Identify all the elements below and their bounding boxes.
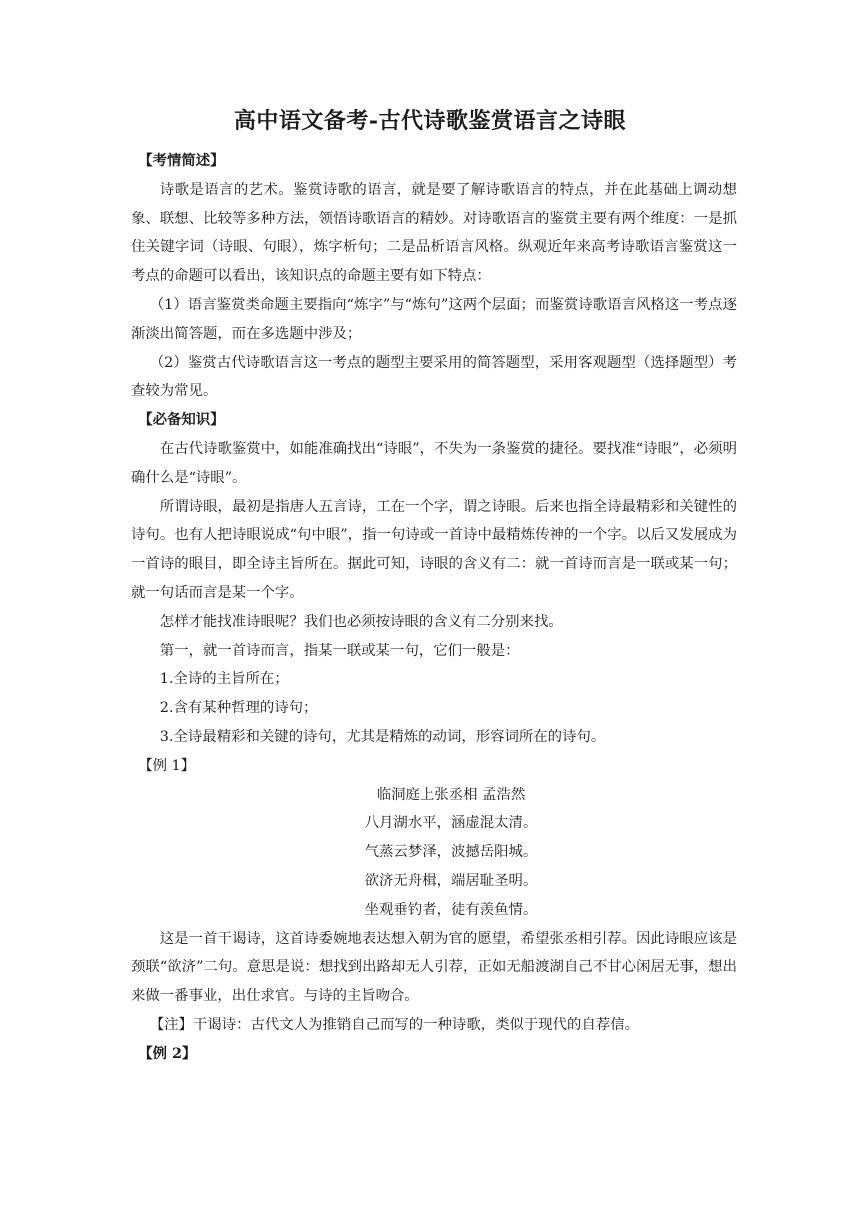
paragraph-example-analysis: 这是一首干谒诗，这首诗委婉地表达想入朝为官的愿望，希望张丞相引荐。因此诗眼应该是颈联“欲济”二句。意思是说：想找到出路却无人引荐，正如无船渡湖自己不甘心闲居无事，想出来做一番事业，出仕求官。与诗的主旨吻合。	[131, 930, 737, 1005]
poem-title: 临洞庭上张丞相 孟浩然	[376, 786, 526, 803]
paragraph-shiyan-definition: 所谓诗眼，最初是指唐人五言诗，工在一个字，谓之诗眼。后来也指全诗最精彩和关键性的诗句。也有人把诗眼说成“句中眼”，指一句诗或一首诗中最精炼传神的一个字。以后又发展成为一首诗的眼目，即全诗主旨所在。据此可知，诗眼的含义有二：就一首诗而言是一联或某一句；就一句话而言是某一个字。	[131, 498, 737, 601]
feature-point-2: （2）鉴赏古代诗歌语言这一考点的题型主要采用的简答题型，采用客观题型（选择题型）考查较为常见。	[131, 354, 737, 400]
section-heading-bibei: 【必备知识】	[138, 411, 225, 429]
document-title: 高中语文备考-古代诗歌鉴赏语言之诗眼	[233, 108, 627, 134]
document-body	[131, 147, 737, 1069]
example-2-label: 【例 2】	[138, 1044, 197, 1062]
feature-point-1: （1）语言鉴赏类命题主要指向“炼字”与“炼句”这两个层面；而鉴赏诗歌语言风格这一考点逐渐淡出简答题，而在多选题中涉及；	[131, 296, 737, 342]
example-1-label: 【例 1】	[138, 757, 196, 774]
section-heading-kaoqing: 【考情简述】	[138, 152, 225, 169]
paragraph-how-to-find: 怎样才能找准诗眼呢？我们也必须按诗眼的含义有二分别来找。	[159, 613, 563, 630]
paragraph-intro: 诗歌是语言的艺术。鉴赏诗歌的语言，就是要了解诗歌语言的特点，并在此基础上调动想象、联想、比较等多种方法，领悟诗歌语言的精妙。对诗歌语言的鉴赏主要有两个维度：一是抓住关键字词（诗眼、句眼），炼字析句；二是品析语言风格。纵观近年来高考诗歌语言鉴赏这一考点的命题可以看出，该知识点的命题主要有如下特点：	[131, 181, 737, 285]
paragraph-first-case: 第一，就一首诗而言，指某一联或某一句，它们一般是：	[159, 642, 520, 659]
list-item: 2.含有某种哲理的诗句；	[159, 700, 318, 717]
paragraph-shiyan-intro: 在古代诗歌鉴赏中，如能准确找出“诗眼”，不失为一条鉴赏的捷径。要找准“诗眼”，必须明确什么是“诗眼”。	[131, 440, 737, 486]
poem-line: 八月湖水平，涵虚混太清。	[364, 815, 538, 832]
note-ganye: 【注】干谒诗：古代文人为推销自己而写的一种诗歌，类似于现代的自荐信。	[149, 1016, 640, 1033]
poem-line: 欲济无舟楫，端居耻圣明。	[364, 872, 538, 889]
list-item: 3.全诗最精彩和关键的诗句，尤其是精炼的动词，形容词所在的诗句。	[159, 728, 606, 745]
list-item: 1.全诗的主旨所在；	[159, 671, 289, 688]
poem-line: 坐观垂钓者，徒有羡鱼情。	[364, 901, 538, 918]
poem-line: 气蒸云梦泽，波撼岳阳城。	[364, 844, 538, 861]
